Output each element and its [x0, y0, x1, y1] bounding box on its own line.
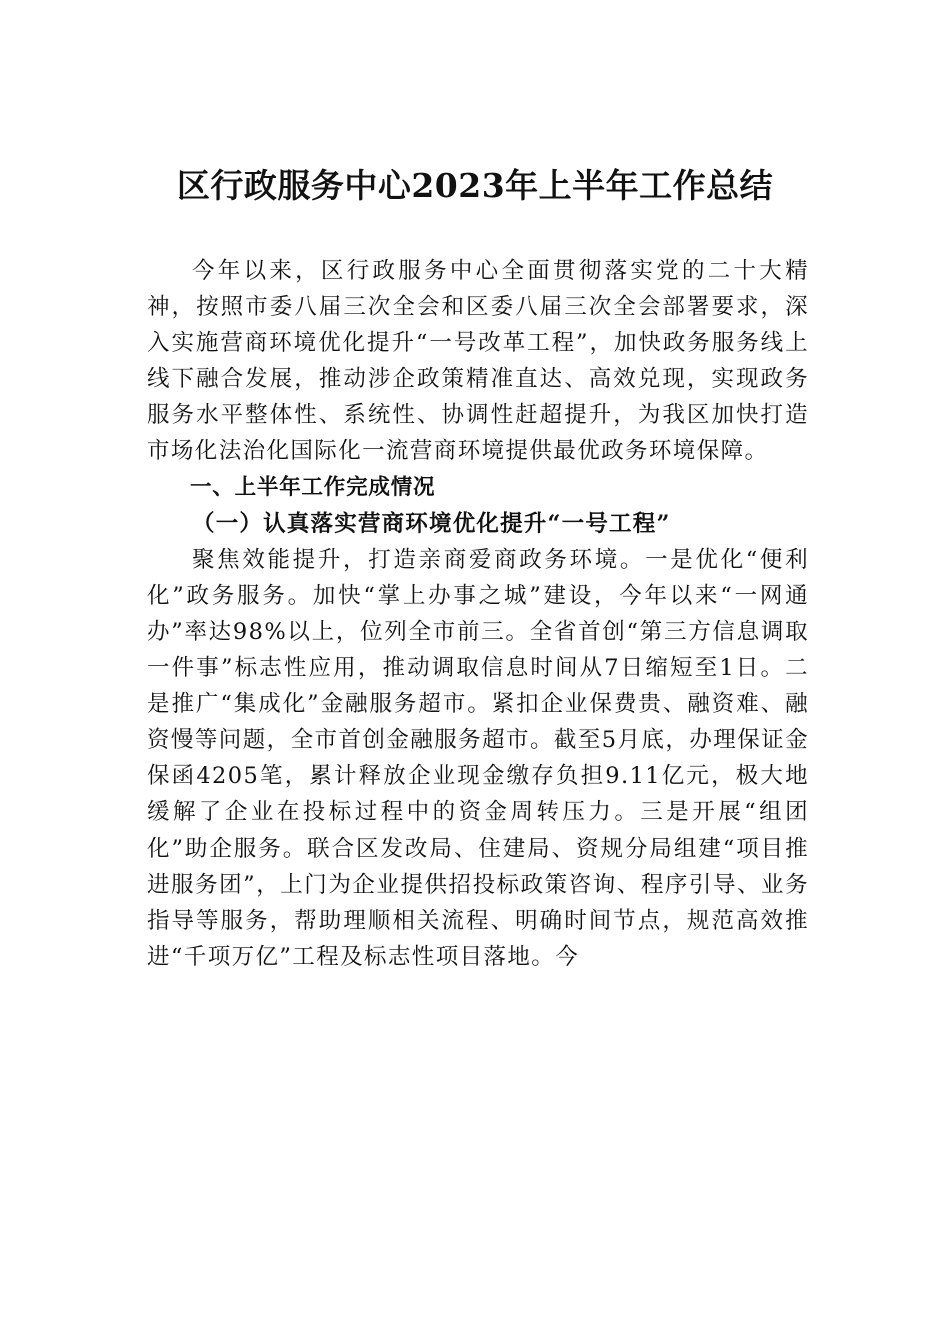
document-body: [147, 253, 809, 975]
body-paragraph: 聚焦效能提升，打造亲商爱商政务环境。一是优化“便利化”政务服务。加快“掌上办事之城”建设，今年以来“一网通办”率达98%以上，位列全市前三。全省首创“第三方信息调取一件事”标志性应用，推动调取信息时间从7日缩短至1日。二是推广“集成化”金融服务超市。紧扣企业保费贵、融资难、融资慢等问题，全市首创金融服务超市。截至5月底，办理保证金保函4205笔，累计释放企业现金缴存负担9.11亿元，极大地缓解了企业在投标过程中的资金周转压力。三是开展“组团化”助企服务。联合区发改局、住建局、资规分局组建“项目推进服务团”，上门为企业提供招投标政策咨询、程序引导、业务指导等服务，帮助理顺相关流程、明确时间节点，规范高效推进“千项万亿”工程及标志性项目落地。今: [147, 546, 809, 970]
intro-paragraph: 今年以来，区行政服务中心全面贯彻落实党的二十大精神，按照市委八届三次全会和区委八届三次全会部署要求，深入实施营商环境优化提升“一号改革工程”，加快政务服务线上线下融合发展，推动涉企政策精准直达、高效兑现，实现政务服务水平整体性、系统性、协调性赶超提升，为我区加快打造市场化法治化国际化一流营商环境提供最优政务环境保障。: [147, 258, 809, 465]
subsection-heading: （一）认真落实营商环境优化提升“一号工程”: [192, 510, 671, 537]
section-heading: 一、上半年工作完成情况: [190, 474, 436, 500]
document-title: 区行政服务中心2023年上半年工作总结: [176, 166, 774, 205]
